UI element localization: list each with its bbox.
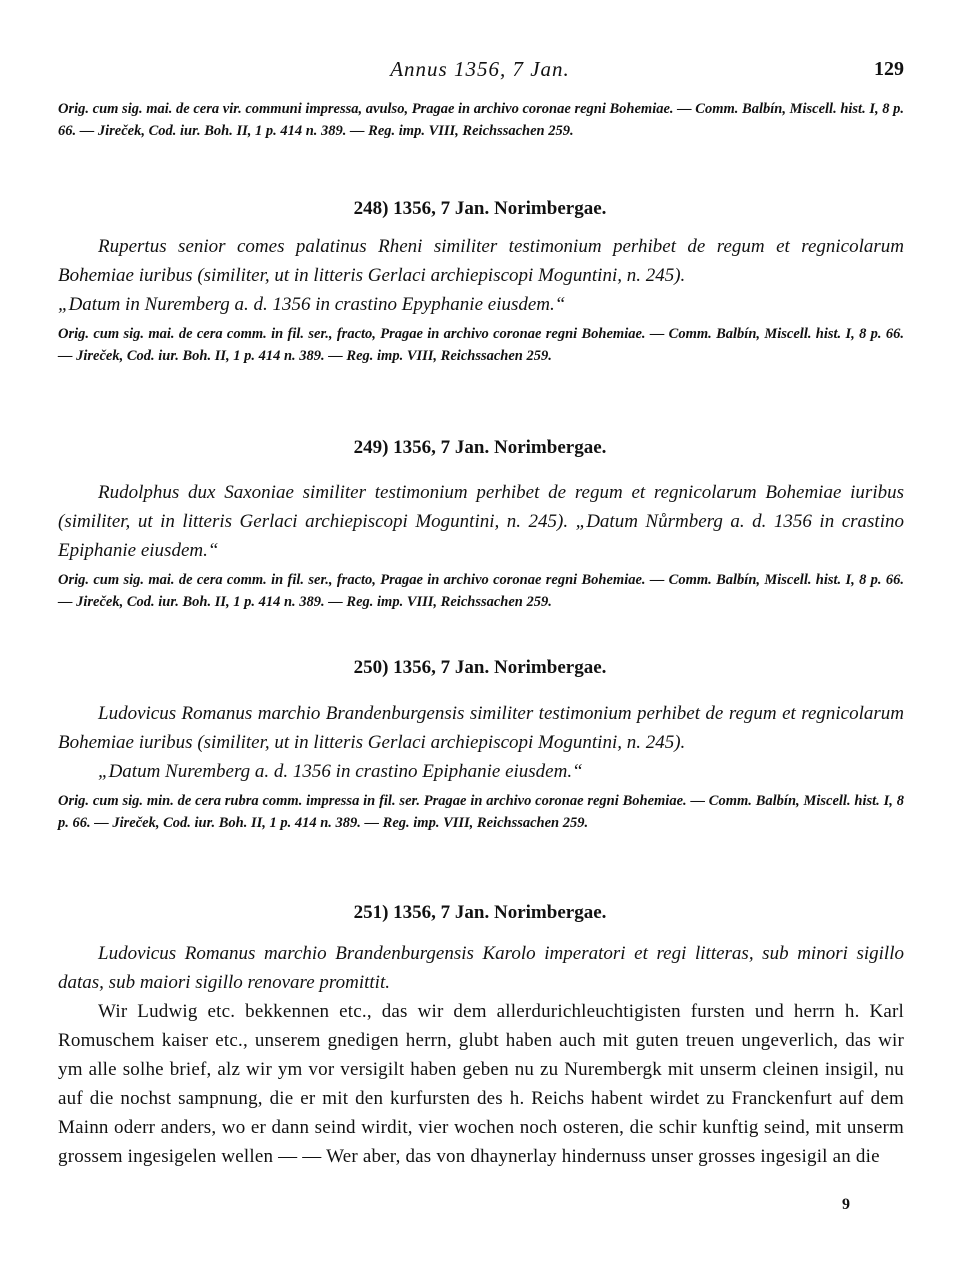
datum-250: „Datum Nuremberg a. d. 1356 in crastino Epiphanie eiusdem.“ xyxy=(98,761,583,782)
text-251: Wir Ludwig etc. bekkennen etc., das wir dem allerdurichleuchtigisten fursten und herrn h. Karl Romuschem kaiser etc., unserem gnedigen herrn, glubt haben auch mit guten treuen ungeverlich, das wir ym alle solhe brief, alz wir ym vor versigilt haben geben nu zu Nurembergk mit unserm cleinen insigil, nu auf die nochst sampnung, die er mit den kurfursten des h. Reichs habent wirdet zu Franckenfurt auf dem Mainn oderr anders, wo er dann seind wirdit, vier wochen noch osteren, die schir kunftig seind, mit unserm grossem ingesigelen wellen — — Wer aber, das von dhaynerlay hindernuss unser grosses ingesigil an die xyxy=(58,1001,904,1167)
entry-heading-249: 249) 1356, 7 Jan. Norimbergae. xyxy=(353,437,607,458)
entry-heading-250: 250) 1356, 7 Jan. Norimbergae. xyxy=(353,657,607,678)
regest-248: Rupertus senior comes palatinus Rheni similiter testimonium perhibet de regum et regnicolarum Bohemiae iuribus (similiter, ut in litteris Gerlaci archiepiscopi Moguntini, n. 245). xyxy=(58,236,904,286)
regest-250: Ludovicus Romanus marchio Brandenburgensis similiter testimonium perhibet de regum et regnicolarum Bohemiae iuribus (similiter, ut in litteris Gerlaci archiepiscopi Moguntini, n. 245). xyxy=(58,703,904,753)
datum-248: „Datum in Nuremberg a. d. 1356 in crastino Epyphanie eiusdem.“ xyxy=(58,294,566,315)
note-250: Orig. cum sig. min. de cera rubra comm. impressa in fil. ser. Pragae in archivo coronae regni Bohemiae. — Comm. Balbín, Miscell. hist. I, 8 p. 66. — Jireček, Cod. iur. Boh. II, 1 p. 414 n. 389. — Reg. imp. VIII, Reichssachen 259. xyxy=(58,793,904,831)
regest-249: Rudolphus dux Saxoniae similiter testimonium perhibet de regum et regnicolarum Bohemiae iuribus (similiter, ut in litteris Gerlaci archiepiscopi Moguntini, n. 245). „Datum Nůrmberg a. d. 1356 in crastino Epiphanie eiusdem.“ xyxy=(58,482,904,561)
signature-mark: 9 xyxy=(842,1196,850,1213)
note-249: Orig. cum sig. mai. de cera comm. in fil. ser., fracto, Pragae in archivo coronae regni Bohemiae. — Comm. Balbín, Miscell. hist. I, 8 p. 66. — Jireček, Cod. iur. Boh. II, 1 p. 414 n. 389. — Reg. imp. VIII, Reichssachen 259. xyxy=(58,572,904,610)
previous-entry-note xyxy=(58,99,904,142)
entry-250 xyxy=(58,699,904,834)
entry-251 xyxy=(58,939,904,1171)
note-text: Orig. cum sig. mai. de cera vir. communi impressa, avulso, Pragae in archivo coronae regni Bohemiae. — Comm. Balbín, Miscell. hist. I, 8 p. 66. — Jireček, Cod. iur. Boh. II, 1 p. 414 n. 389. — Reg. imp. VIII, Reichssachen 259. xyxy=(58,101,904,139)
running-title: Annus 1356, 7 Jan. xyxy=(390,57,570,81)
entry-heading-251: 251) 1356, 7 Jan. Norimbergae. xyxy=(353,902,607,923)
entry-heading-248: 248) 1356, 7 Jan. Norimbergae. xyxy=(353,198,607,219)
regest-251: Ludovicus Romanus marchio Brandenburgensis Karolo imperatori et regi litteras, sub minori sigillo datas, sub maiori sigillo renovare promittit. xyxy=(58,943,904,993)
note-248: Orig. cum sig. mai. de cera comm. in fil. ser., fracto, Pragae in archivo coronae regni Bohemiae. — Comm. Balbín, Miscell. hist. I, 8 p. 66. — Jireček, Cod. iur. Boh. II, 1 p. 414 n. 389. — Reg. imp. VIII, Reichssachen 259. xyxy=(58,326,904,364)
page-number: 129 xyxy=(874,58,904,80)
entry-248 xyxy=(58,232,904,367)
entry-249 xyxy=(58,478,904,613)
